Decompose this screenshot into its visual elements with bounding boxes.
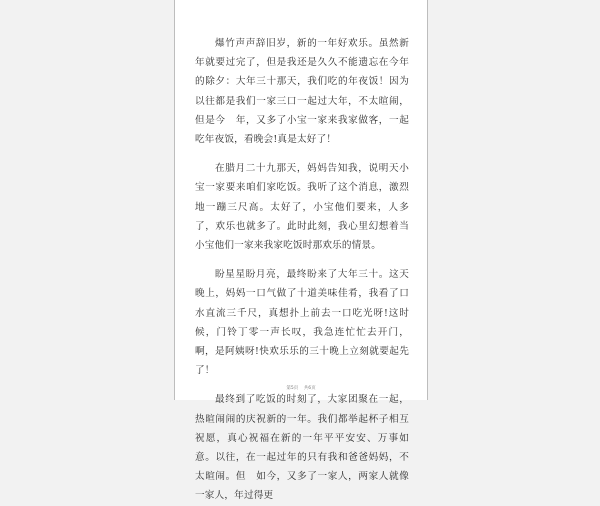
document-page: [174, 0, 428, 502]
paragraph-2: 在腊月二十九那天，妈妈告知我，说明天小宝一家要来咱们家吃饭。我听了这个消息，激烈地一蹦三尺高。太好了，小宝他们要来，人多了，欢乐也就多了。此时此刻，我心里幻想着当小宝他们一家来我家吃饭时那欢乐的情景。: [195, 163, 409, 252]
page-number: 第5页: [286, 386, 299, 391]
page-footer: [175, 386, 427, 392]
page-content: [195, 34, 409, 506]
paragraph-3: 盼星星盼月亮，最终盼来了大年三十。这天晚上，妈妈一口气做了十道美味佳肴，我看了口水直流三千尺，真想扑上前去一口吃光呀!这时候，门铃丁零一声长叹，我急连忙忙去开门，啊，是阿姨呀!快欢乐乐的三十晚上立刻就要起先了！: [195, 269, 409, 377]
paragraph-4: 最终到了吃饭的时刻了，大家团聚在一起，热暄闹闹的庆祝新的一年。我们都举起杯子相互祝愿，真心祝福在新的一年平平安安、万事如意。以往，在一起过年的只有我和爸爸妈妈，不太暄闹。但 如今，又多了一家人，两家人就像一家人，年过得更: [195, 394, 409, 502]
page-total: 共6页: [303, 386, 316, 391]
paragraph-1: 爆竹声声辞旧岁，新的一年好欢乐。虽然新年就要过完了，但是我还是久久不能遗忘在今年的除夕：大年三十那天，我们吃的年夜饭！因为以往都是我们一家三口一起过大年，不太暄闹，但是今 年，又多了小宝一家来我家做客，一起吃年夜饭，看晚会!真是太好了！: [195, 38, 409, 146]
